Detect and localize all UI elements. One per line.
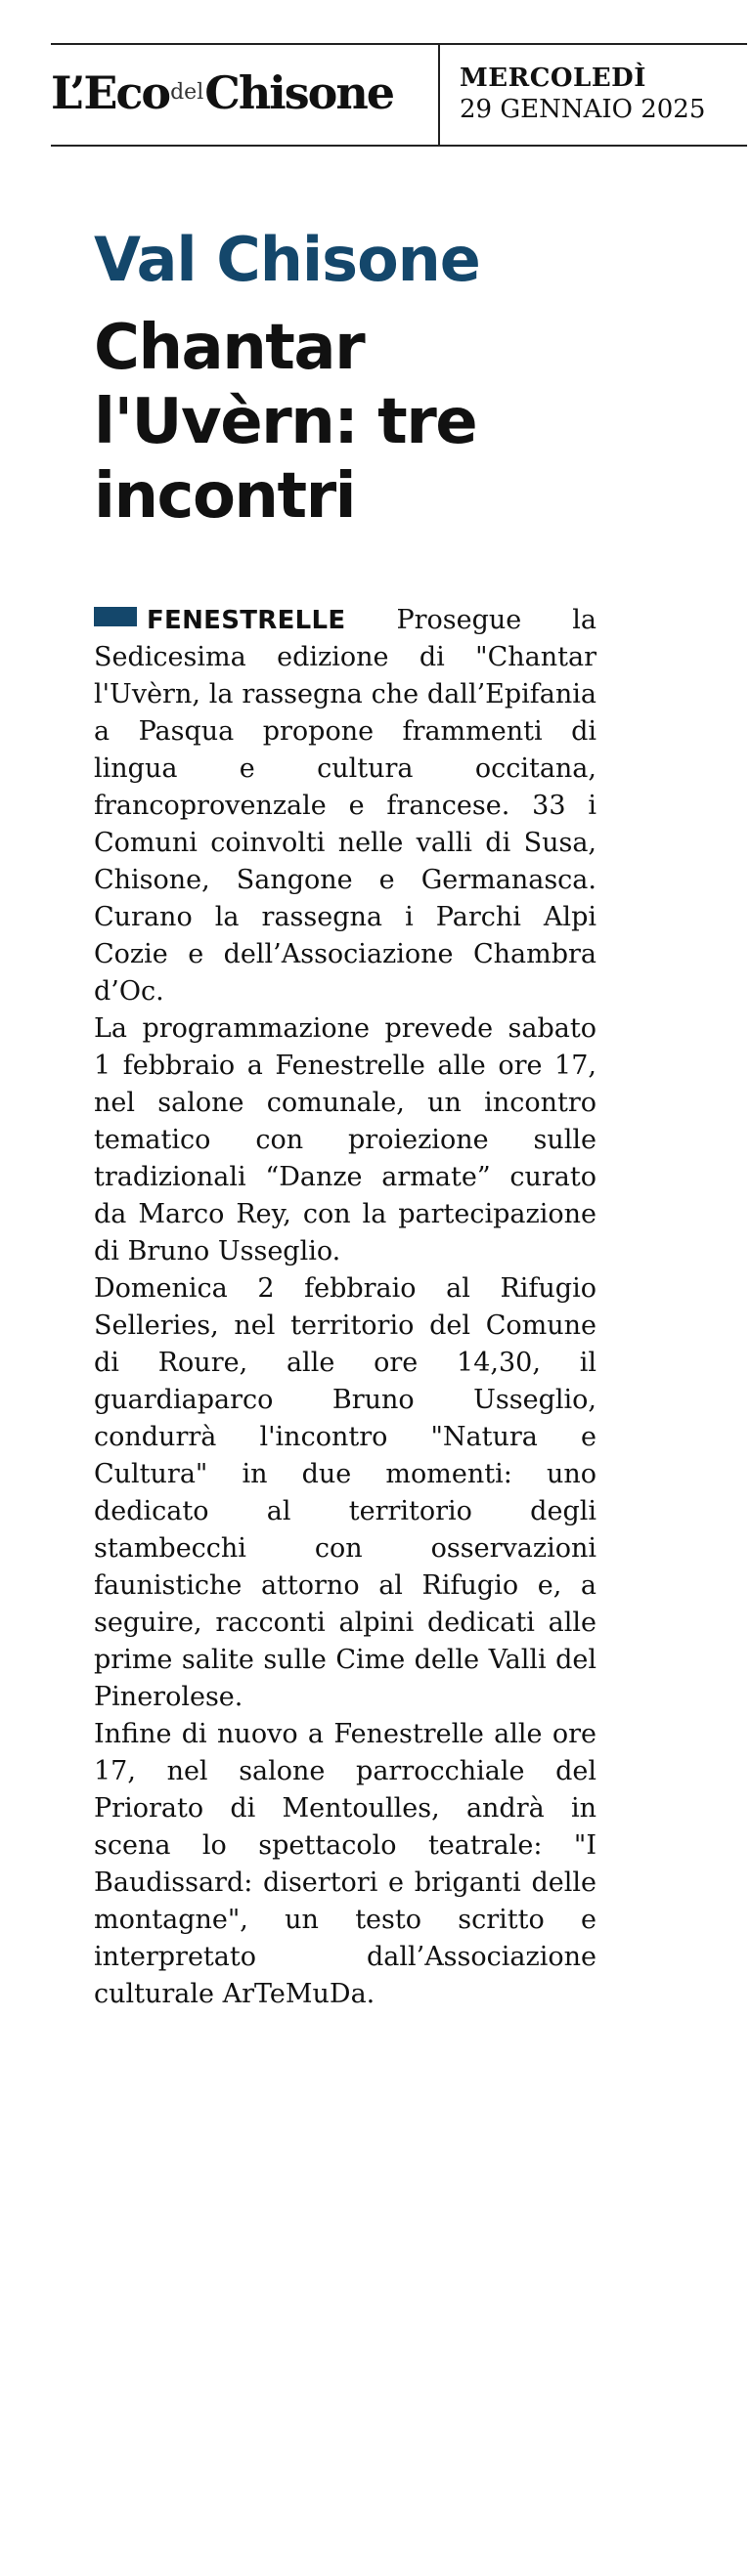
masthead-divider — [438, 45, 440, 145]
article-dateline: FENESTRELLE — [147, 606, 346, 635]
article-headline: Chantar l'Uvèrn: tre incontri — [94, 312, 477, 533]
section-title: Val Chisone — [94, 224, 480, 295]
issue-weekday: MERCOLEDÌ — [460, 64, 646, 93]
paragraph-1-text: Prosegue la Sedicesima edizione di "Chantar l'Uvèrn, la rassegna che dall’Epifania a Pasqua propone frammenti di lingua e cultura occitana, francoprovenzale e francese. 33 i Comuni coinvolti nelle valli di Susa, Chisone, Sangone e Germanasca. Curano la rassegna i Parchi Alpi Cozie e dell’Associazione Chambra d’Oc. — [94, 605, 596, 1007]
article-paragraph-2: La programmazione prevede sabato 1 febbraio a Fenestrelle alle ore 17, nel salone comunale, un incontro tematico con proiezione sulle tradizionali “Danze armate” curato da Marco Rey, con la partecipazione di Bruno Usseglio. — [94, 1013, 596, 1267]
issue-date — [460, 63, 705, 125]
article-paragraph-4: Infine di nuovo a Fenestrelle alle ore 17, nel salone parrocchiale del Priorato di Mentoulles, andrà in scena lo spettacolo teatrale: "I Baudissard: disertori e briganti delle montagne", un testo scritto e interpretato dall’Associazione culturale ArTeMuDa. — [94, 1719, 596, 2009]
article-paragraph-3: Domenica 2 febbraio al Rifugio Selleries, nel territorio del Comune di Roure, alle ore 14,30, il guardiaparco Bruno Usseglio, condurrà l'incontro "Natura e Cultura" in due momenti: uno dedicato al territorio degli stambecchi con osservazioni faunistiche attorno al Rifugio e, a seguire, racconti alpini dedicati alle prime salite sulle Cime delle Valli del Pinerolese. — [94, 1273, 596, 1712]
issue-full-date: 29 GENNAIO 2025 — [460, 95, 706, 124]
logo-chisone: Chisone — [204, 66, 394, 119]
logo-del: del — [170, 80, 204, 105]
masthead — [51, 43, 747, 147]
logo-eco: L’Eco — [51, 66, 170, 119]
article-body — [94, 602, 596, 2013]
section-marker-icon — [94, 607, 137, 626]
newspaper-logo — [51, 66, 393, 119]
article-paragraph-1 — [94, 602, 596, 1010]
